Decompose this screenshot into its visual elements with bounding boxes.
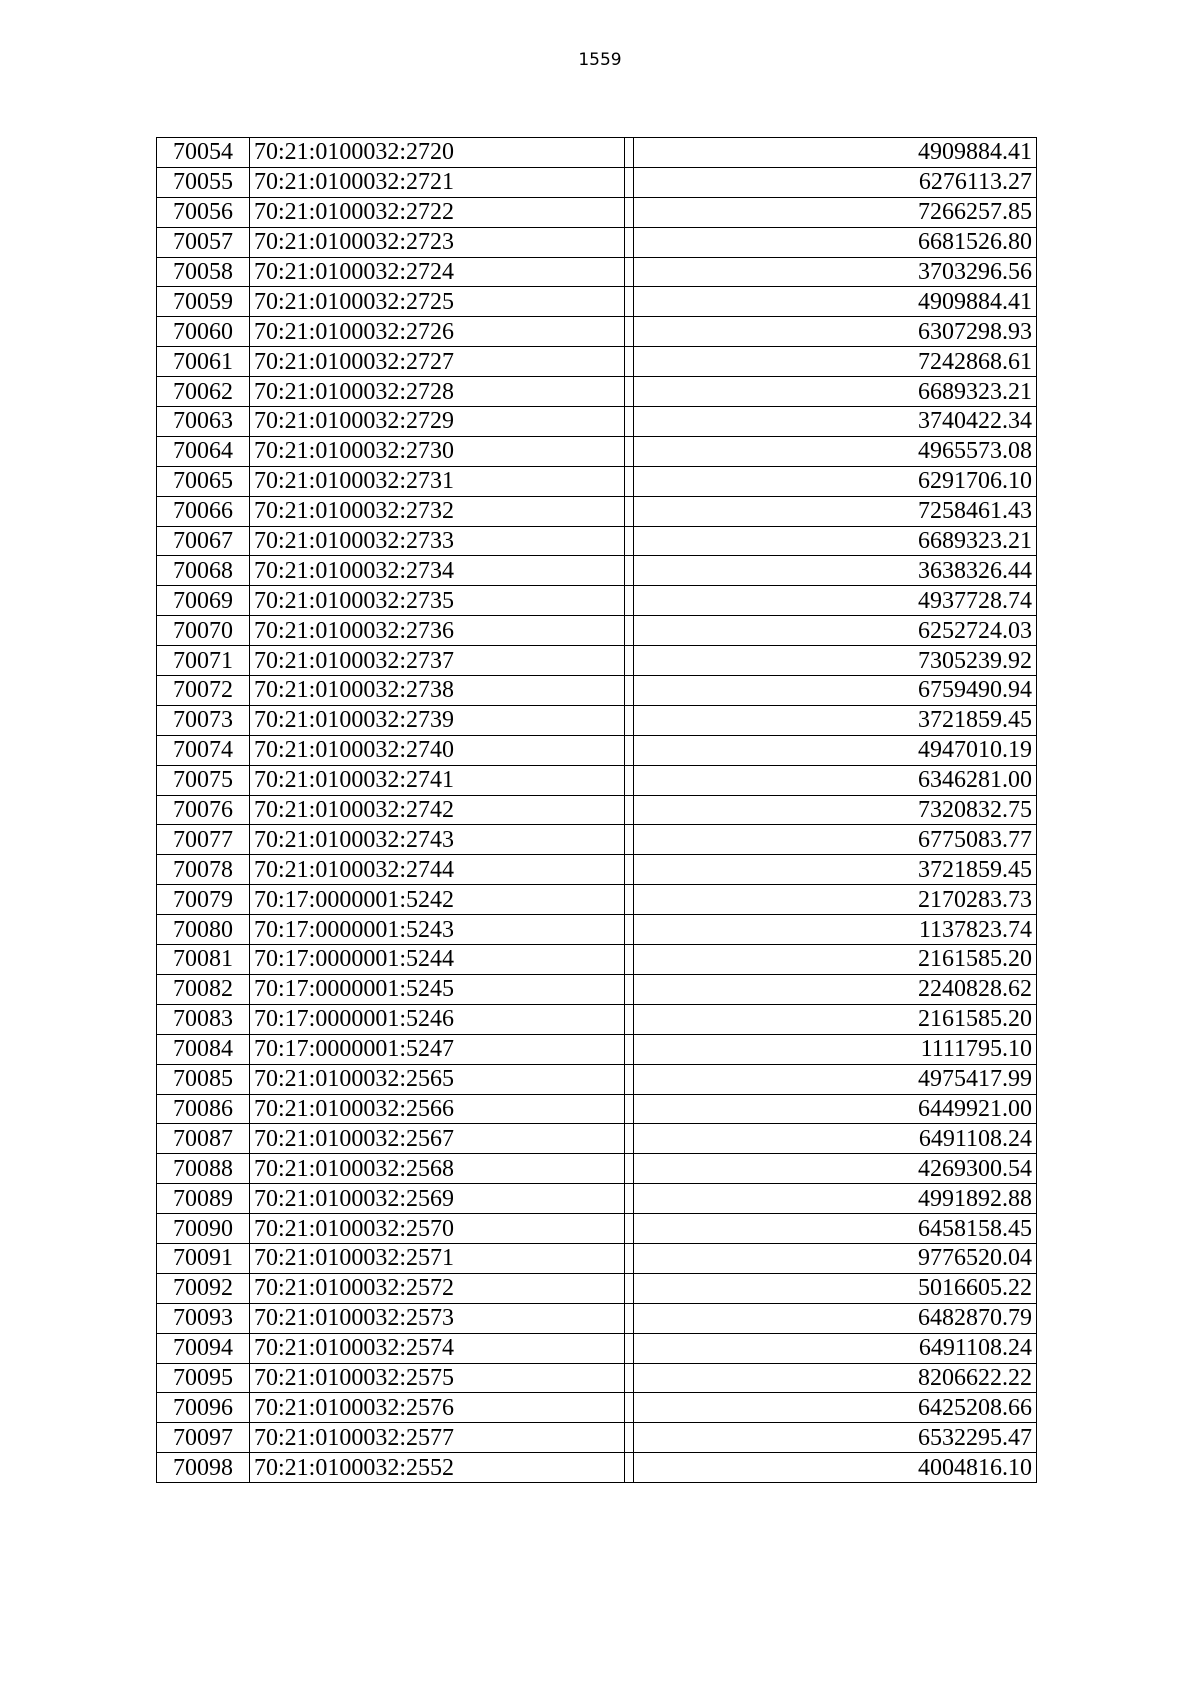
row-number-cell: 70054: [157, 138, 250, 168]
blank-cell: [625, 257, 634, 287]
cadastral-number-cell: 70:21:0100032:2727: [250, 347, 625, 377]
row-number-cell: 70088: [157, 1154, 250, 1184]
value-cell: 6491108.24: [634, 1333, 1037, 1363]
row-number-cell: 70063: [157, 407, 250, 437]
table-row: [157, 735, 1037, 765]
table-row: [157, 466, 1037, 496]
table-row: [157, 885, 1037, 915]
row-number-cell: 70069: [157, 586, 250, 616]
table-row: [157, 1453, 1037, 1483]
value-cell: 6689323.21: [634, 377, 1037, 407]
blank-cell: [625, 407, 634, 437]
blank-cell: [625, 1453, 634, 1483]
row-number-cell: 70081: [157, 945, 250, 975]
table-row: [157, 676, 1037, 706]
blank-cell: [625, 825, 634, 855]
cadastral-number-cell: 70:21:0100032:2733: [250, 526, 625, 556]
row-number-cell: 70084: [157, 1034, 250, 1064]
row-number-cell: 70078: [157, 855, 250, 885]
value-cell: 6482870.79: [634, 1303, 1037, 1333]
value-cell: 6449921.00: [634, 1094, 1037, 1124]
blank-cell: [625, 1184, 634, 1214]
table-row: [157, 1184, 1037, 1214]
value-cell: 4991892.88: [634, 1184, 1037, 1214]
value-cell: 1137823.74: [634, 915, 1037, 945]
table-row: [157, 257, 1037, 287]
table-row: [157, 945, 1037, 975]
row-number-cell: 70056: [157, 197, 250, 227]
table-row: [157, 317, 1037, 347]
blank-cell: [625, 1423, 634, 1453]
table-row: [157, 855, 1037, 885]
blank-cell: [625, 945, 634, 975]
table-row: [157, 1094, 1037, 1124]
cadastral-number-cell: 70:21:0100032:2735: [250, 586, 625, 616]
value-cell: 7258461.43: [634, 496, 1037, 526]
table-row: [157, 1034, 1037, 1064]
row-number-cell: 70092: [157, 1273, 250, 1303]
blank-cell: [625, 138, 634, 168]
blank-cell: [625, 1214, 634, 1244]
blank-cell: [625, 466, 634, 496]
value-cell: 6252724.03: [634, 616, 1037, 646]
value-cell: 3740422.34: [634, 407, 1037, 437]
value-cell: 4269300.54: [634, 1154, 1037, 1184]
value-cell: 2161585.20: [634, 1004, 1037, 1034]
value-cell: 4909884.41: [634, 138, 1037, 168]
table-row: [157, 1363, 1037, 1393]
row-number-cell: 70076: [157, 795, 250, 825]
row-number-cell: 70065: [157, 466, 250, 496]
row-number-cell: 70073: [157, 705, 250, 735]
cadastral-number-cell: 70:21:0100032:2740: [250, 735, 625, 765]
cadastral-number-cell: 70:21:0100032:2741: [250, 765, 625, 795]
cadastral-number-cell: 70:21:0100032:2732: [250, 496, 625, 526]
cadastral-number-cell: 70:21:0100032:2731: [250, 466, 625, 496]
table-row: [157, 227, 1037, 257]
blank-cell: [625, 1154, 634, 1184]
table-row: [157, 705, 1037, 735]
blank-cell: [625, 1064, 634, 1094]
row-number-cell: 70064: [157, 436, 250, 466]
value-cell: 6759490.94: [634, 676, 1037, 706]
row-number-cell: 70059: [157, 287, 250, 317]
blank-cell: [625, 496, 634, 526]
blank-cell: [625, 735, 634, 765]
cadastral-number-cell: 70:21:0100032:2571: [250, 1243, 625, 1273]
cadastral-number-cell: 70:21:0100032:2575: [250, 1363, 625, 1393]
blank-cell: [625, 1094, 634, 1124]
cadastral-number-cell: 70:21:0100032:2720: [250, 138, 625, 168]
cadastral-number-cell: 70:21:0100032:2742: [250, 795, 625, 825]
value-cell: 6291706.10: [634, 466, 1037, 496]
cadastral-number-cell: 70:21:0100032:2568: [250, 1154, 625, 1184]
table-row: [157, 586, 1037, 616]
blank-cell: [625, 436, 634, 466]
row-number-cell: 70098: [157, 1453, 250, 1483]
value-cell: 4937728.74: [634, 586, 1037, 616]
blank-cell: [625, 317, 634, 347]
row-number-cell: 70095: [157, 1363, 250, 1393]
blank-cell: [625, 974, 634, 1004]
cadastral-number-cell: 70:21:0100032:2570: [250, 1214, 625, 1244]
cadastral-number-cell: 70:21:0100032:2738: [250, 676, 625, 706]
row-number-cell: 70077: [157, 825, 250, 855]
blank-cell: [625, 1034, 634, 1064]
blank-cell: [625, 1303, 634, 1333]
row-number-cell: 70083: [157, 1004, 250, 1034]
table-row: [157, 1214, 1037, 1244]
blank-cell: [625, 1273, 634, 1303]
blank-cell: [625, 1004, 634, 1034]
blank-cell: [625, 915, 634, 945]
blank-cell: [625, 556, 634, 586]
table-row: [157, 825, 1037, 855]
cadastral-number-cell: 70:17:0000001:5243: [250, 915, 625, 945]
value-cell: 3721859.45: [634, 705, 1037, 735]
blank-cell: [625, 795, 634, 825]
row-number-cell: 70058: [157, 257, 250, 287]
value-cell: 7305239.92: [634, 646, 1037, 676]
cadastral-number-cell: 70:21:0100032:2725: [250, 287, 625, 317]
table-row: [157, 287, 1037, 317]
value-cell: 6681526.80: [634, 227, 1037, 257]
table-row: [157, 1423, 1037, 1453]
cadastral-number-cell: 70:21:0100032:2723: [250, 227, 625, 257]
value-cell: 6532295.47: [634, 1423, 1037, 1453]
table-row: [157, 496, 1037, 526]
row-number-cell: 70067: [157, 526, 250, 556]
value-cell: 7320832.75: [634, 795, 1037, 825]
row-number-cell: 70089: [157, 1184, 250, 1214]
table-row: [157, 1064, 1037, 1094]
cadastral-number-cell: 70:17:0000001:5242: [250, 885, 625, 915]
row-number-cell: 70082: [157, 974, 250, 1004]
blank-cell: [625, 227, 634, 257]
row-number-cell: 70061: [157, 347, 250, 377]
value-cell: 4947010.19: [634, 735, 1037, 765]
value-cell: 7242868.61: [634, 347, 1037, 377]
row-number-cell: 70093: [157, 1303, 250, 1333]
cadastral-table: [156, 137, 1037, 1483]
table-row: [157, 167, 1037, 197]
row-number-cell: 70070: [157, 616, 250, 646]
row-number-cell: 70055: [157, 167, 250, 197]
cadastral-number-cell: 70:21:0100032:2726: [250, 317, 625, 347]
table-row: [157, 646, 1037, 676]
table-row: [157, 556, 1037, 586]
value-cell: 3638326.44: [634, 556, 1037, 586]
cadastral-number-cell: 70:21:0100032:2572: [250, 1273, 625, 1303]
table-row: [157, 1393, 1037, 1423]
row-number-cell: 70057: [157, 227, 250, 257]
blank-cell: [625, 586, 634, 616]
row-number-cell: 70062: [157, 377, 250, 407]
table-row: [157, 1243, 1037, 1273]
blank-cell: [625, 1333, 634, 1363]
row-number-cell: 70086: [157, 1094, 250, 1124]
blank-cell: [625, 1243, 634, 1273]
value-cell: 6425208.66: [634, 1393, 1037, 1423]
cadastral-number-cell: 70:21:0100032:2577: [250, 1423, 625, 1453]
cadastral-number-cell: 70:21:0100032:2566: [250, 1094, 625, 1124]
table-row: [157, 795, 1037, 825]
table-row: [157, 974, 1037, 1004]
value-cell: 3721859.45: [634, 855, 1037, 885]
cadastral-number-cell: 70:21:0100032:2737: [250, 646, 625, 676]
value-cell: 4975417.99: [634, 1064, 1037, 1094]
row-number-cell: 70096: [157, 1393, 250, 1423]
value-cell: 6307298.93: [634, 317, 1037, 347]
value-cell: 6689323.21: [634, 526, 1037, 556]
value-cell: 4909884.41: [634, 287, 1037, 317]
cadastral-number-cell: 70:21:0100032:2744: [250, 855, 625, 885]
blank-cell: [625, 765, 634, 795]
value-cell: 6276113.27: [634, 167, 1037, 197]
cadastral-number-cell: 70:21:0100032:2573: [250, 1303, 625, 1333]
table-row: [157, 1303, 1037, 1333]
value-cell: 5016605.22: [634, 1273, 1037, 1303]
row-number-cell: 70060: [157, 317, 250, 347]
cadastral-number-cell: 70:17:0000001:5245: [250, 974, 625, 1004]
row-number-cell: 70066: [157, 496, 250, 526]
table-body: [157, 138, 1037, 1483]
blank-cell: [625, 855, 634, 885]
cadastral-number-cell: 70:21:0100032:2569: [250, 1184, 625, 1214]
table-row: [157, 1004, 1037, 1034]
table-row: [157, 377, 1037, 407]
table-row: [157, 1154, 1037, 1184]
cadastral-number-cell: 70:17:0000001:5244: [250, 945, 625, 975]
cadastral-number-cell: 70:21:0100032:2567: [250, 1124, 625, 1154]
row-number-cell: 70087: [157, 1124, 250, 1154]
page-number: 1559: [578, 50, 622, 70]
cadastral-number-cell: 70:21:0100032:2739: [250, 705, 625, 735]
table-row: [157, 1124, 1037, 1154]
blank-cell: [625, 646, 634, 676]
cadastral-number-cell: 70:21:0100032:2724: [250, 257, 625, 287]
cadastral-number-cell: 70:21:0100032:2565: [250, 1064, 625, 1094]
cadastral-number-cell: 70:21:0100032:2743: [250, 825, 625, 855]
row-number-cell: 70091: [157, 1243, 250, 1273]
cadastral-number-cell: 70:21:0100032:2576: [250, 1393, 625, 1423]
row-number-cell: 70068: [157, 556, 250, 586]
value-cell: 6491108.24: [634, 1124, 1037, 1154]
row-number-cell: 70074: [157, 735, 250, 765]
row-number-cell: 70090: [157, 1214, 250, 1244]
row-number-cell: 70071: [157, 646, 250, 676]
row-number-cell: 70094: [157, 1333, 250, 1363]
row-number-cell: 70080: [157, 915, 250, 945]
cadastral-number-cell: 70:17:0000001:5246: [250, 1004, 625, 1034]
cadastral-number-cell: 70:21:0100032:2729: [250, 407, 625, 437]
table-row: [157, 138, 1037, 168]
cadastral-number-cell: 70:21:0100032:2734: [250, 556, 625, 586]
blank-cell: [625, 287, 634, 317]
table-row: [157, 616, 1037, 646]
blank-cell: [625, 1393, 634, 1423]
cadastral-number-cell: 70:21:0100032:2552: [250, 1453, 625, 1483]
blank-cell: [625, 526, 634, 556]
blank-cell: [625, 1124, 634, 1154]
blank-cell: [625, 347, 634, 377]
value-cell: 6346281.00: [634, 765, 1037, 795]
table-row: [157, 436, 1037, 466]
cadastral-number-cell: 70:21:0100032:2736: [250, 616, 625, 646]
table-row: [157, 1333, 1037, 1363]
value-cell: 9776520.04: [634, 1243, 1037, 1273]
row-number-cell: 70075: [157, 765, 250, 795]
value-cell: 6458158.45: [634, 1214, 1037, 1244]
cadastral-number-cell: 70:21:0100032:2574: [250, 1333, 625, 1363]
table-row: [157, 526, 1037, 556]
value-cell: 7266257.85: [634, 197, 1037, 227]
blank-cell: [625, 616, 634, 646]
blank-cell: [625, 676, 634, 706]
blank-cell: [625, 167, 634, 197]
cadastral-number-cell: 70:21:0100032:2722: [250, 197, 625, 227]
table-row: [157, 347, 1037, 377]
cadastral-number-cell: 70:17:0000001:5247: [250, 1034, 625, 1064]
blank-cell: [625, 1363, 634, 1393]
value-cell: 2240828.62: [634, 974, 1037, 1004]
blank-cell: [625, 705, 634, 735]
value-cell: 3703296.56: [634, 257, 1037, 287]
value-cell: 2161585.20: [634, 945, 1037, 975]
table-row: [157, 915, 1037, 945]
value-cell: 2170283.73: [634, 885, 1037, 915]
value-cell: 4965573.08: [634, 436, 1037, 466]
blank-cell: [625, 885, 634, 915]
table-row: [157, 1273, 1037, 1303]
row-number-cell: 70072: [157, 676, 250, 706]
value-cell: 8206622.22: [634, 1363, 1037, 1393]
cadastral-number-cell: 70:21:0100032:2721: [250, 167, 625, 197]
cadastral-number-cell: 70:21:0100032:2728: [250, 377, 625, 407]
table-row: [157, 197, 1037, 227]
blank-cell: [625, 197, 634, 227]
cadastral-number-cell: 70:21:0100032:2730: [250, 436, 625, 466]
row-number-cell: 70079: [157, 885, 250, 915]
table-row: [157, 765, 1037, 795]
value-cell: 4004816.10: [634, 1453, 1037, 1483]
value-cell: 6775083.77: [634, 825, 1037, 855]
blank-cell: [625, 377, 634, 407]
value-cell: 1111795.10: [634, 1034, 1037, 1064]
row-number-cell: 70085: [157, 1064, 250, 1094]
table-row: [157, 407, 1037, 437]
row-number-cell: 70097: [157, 1423, 250, 1453]
